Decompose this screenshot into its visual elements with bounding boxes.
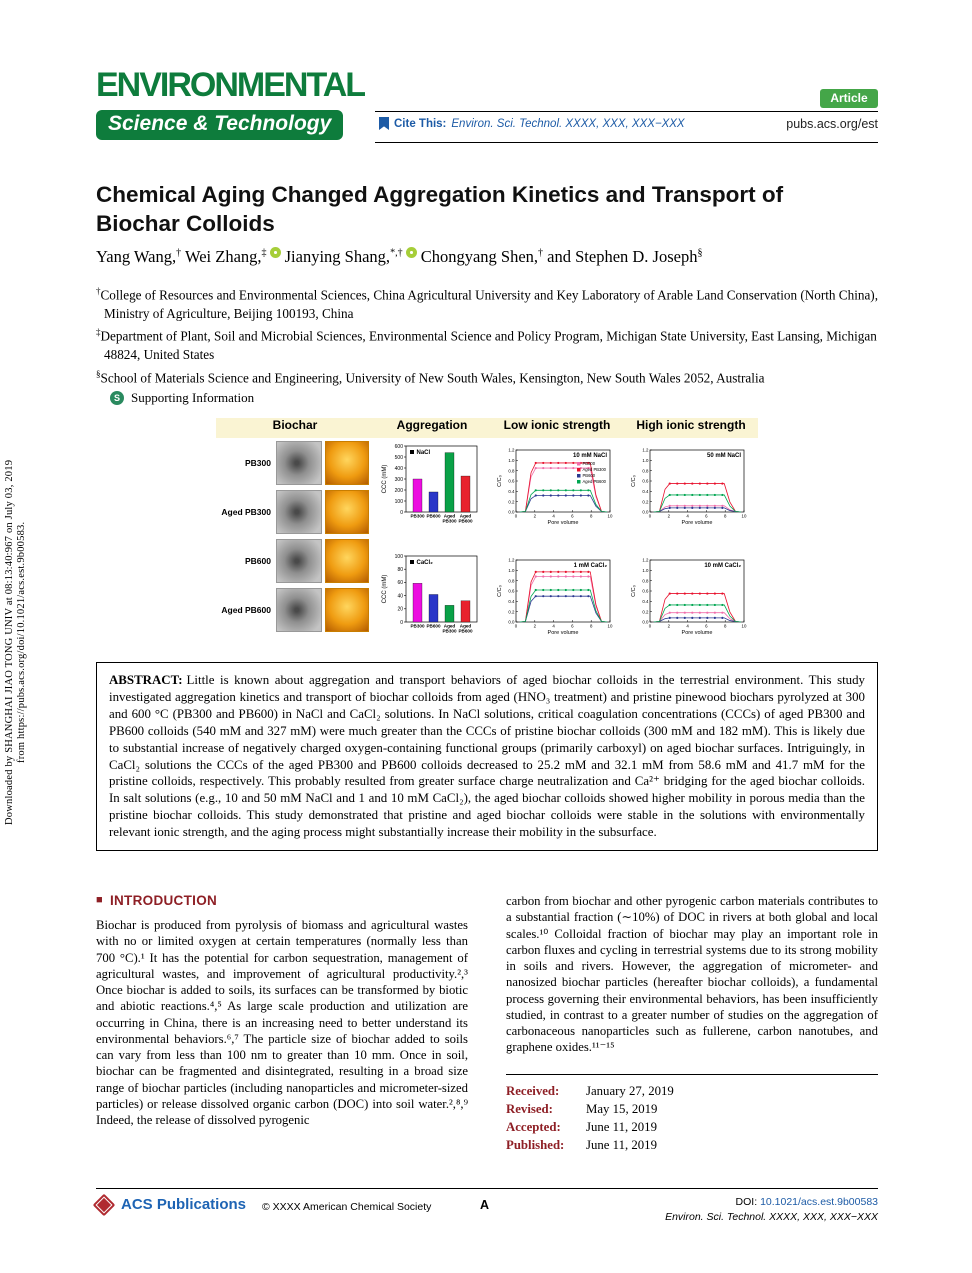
page-number: A: [480, 1198, 490, 1212]
svg-text:Aged: Aged: [443, 513, 456, 519]
svg-text:0: 0: [648, 513, 652, 519]
svg-text:0.6: 0.6: [508, 478, 515, 484]
doi-block: [665, 1195, 878, 1224]
svg-text:2: 2: [533, 513, 537, 519]
svg-text:500: 500: [394, 454, 403, 461]
svg-text:1.0: 1.0: [642, 458, 649, 464]
svg-text:10: 10: [741, 623, 747, 629]
svg-text:1.2: 1.2: [508, 447, 515, 453]
svg-text:10 mM CaCl₂: 10 mM CaCl₂: [704, 563, 741, 569]
svg-text:0.0: 0.0: [508, 509, 515, 515]
biochar-sample-row: PB600: [221, 539, 369, 583]
journal-citation: Environ. Sci. Technol. XXXX, XXX, XXX−XXX: [665, 1210, 878, 1223]
journal-name-bottom: Science & Technology: [96, 110, 343, 140]
figure-column-high-ionic: [629, 418, 753, 658]
figure-column-low-ionic: [495, 418, 619, 658]
svg-text:100: 100: [394, 553, 403, 560]
cite-this-label: Cite This:: [394, 117, 447, 130]
svg-text:0.2: 0.2: [508, 609, 515, 615]
svg-text:0: 0: [514, 513, 518, 519]
svg-text:C/C₀: C/C₀: [497, 585, 503, 597]
affiliation: §School of Materials Science and Engineering, University of New South Wales, Kensington, New South Wales 2052, Australia: [96, 368, 765, 386]
svg-text:0.2: 0.2: [642, 609, 649, 615]
svg-text:PB300: PB300: [410, 513, 425, 519]
svg-text:1.2: 1.2: [642, 447, 649, 453]
svg-text:Aged PB600: Aged PB600: [582, 479, 607, 484]
svg-text:0.8: 0.8: [642, 578, 649, 584]
svg-text:8: 8: [723, 623, 727, 629]
figure-header-high-ionic: High ionic strength: [636, 418, 746, 432]
svg-text:C/C₀: C/C₀: [631, 475, 637, 487]
body-column-right: [506, 893, 878, 1156]
svg-text:0.0: 0.0: [642, 509, 649, 515]
section-title: INTRODUCTION: [109, 893, 218, 908]
svg-text:80: 80: [397, 567, 403, 573]
author-list: [96, 247, 878, 267]
watermark-line1: Downloaded by SHANGHAI JIAO TONG UNIV at 08:13:40:967 on July 03, 2019: [4, 459, 15, 826]
svg-text:PB600: PB600: [458, 518, 473, 524]
svg-text:PB600: PB600: [426, 623, 441, 629]
svg-text:0: 0: [514, 623, 518, 629]
date-row: Revised: May 15, 2019: [506, 1101, 658, 1116]
header-rule-bottom: [375, 142, 878, 143]
supporting-information-link[interactable]: [110, 390, 254, 406]
svg-text:Aged PB300: Aged PB300: [582, 467, 607, 472]
svg-text:6: 6: [705, 513, 708, 519]
author: Yang Wang,†: [96, 247, 182, 266]
svg-text:0: 0: [648, 623, 652, 629]
acs-logo-text: ACS Publications: [121, 1196, 247, 1213]
afm-image: [325, 490, 369, 534]
svg-text:0.2: 0.2: [508, 499, 515, 505]
svg-text:4: 4: [552, 623, 555, 629]
svg-text:300: 300: [394, 476, 403, 483]
figure-column-aggregation: [379, 418, 485, 658]
svg-text:200: 200: [394, 487, 403, 494]
afm-image: [325, 588, 369, 632]
affiliation: †College of Resources and Environmental Sciences, China Agricultural University and Key Laboratory of Arable Land Conservation (North China), Ministry of Agriculture, Beijing 100193, China: [96, 286, 878, 321]
svg-text:1.2: 1.2: [642, 557, 649, 563]
author: Chongyang Shen,†: [416, 247, 544, 266]
title-line1: Chemical Aging Changed Aggregation Kinetics and Transport of: [96, 182, 784, 207]
biochar-image-rows: [221, 441, 369, 632]
svg-text:400: 400: [394, 465, 403, 472]
footer-rule: [96, 1188, 878, 1189]
svg-text:6: 6: [705, 623, 708, 629]
title-line2: Biochar Colloids: [96, 210, 275, 236]
svg-text:1 mM CaCl₂: 1 mM CaCl₂: [573, 563, 607, 569]
svg-text:8: 8: [589, 623, 593, 629]
doi-link[interactable]: 10.1021/acs.est.9b00583: [760, 1196, 878, 1208]
svg-text:8: 8: [589, 513, 593, 519]
svg-text:NaCl: NaCl: [416, 450, 431, 456]
svg-text:Pore volume: Pore volume: [681, 520, 713, 526]
abstract-text: Little is known about aggregation and transport behaviors of aged biochar colloids in the terrestrial environment. This study investigated aggregation kinetics and transport of biochar colloids from aged (HNO₃ treatment) and pristine pinewood biochars pyrolyzed at 300 and 600 °C (PB300 and PB600) in NaCl and CaCl₂ solutions. In NaCl solutions, critical coagulation concentrations (CCCs) of aged PB300 and PB600 colloids (540 mM and 327 mM) were much greater than the CCCs of pristine biochar colloids (300 mM and 182 mM). This is likely due to substantial increase of negatively charged oxygen-containing functional groups (primarily carboxyl) on aged biochar surfaces. Intriguingly, in CaCl₂ solutions the CCCs of the aged PB300 and PB600 colloids decreased to 25.2 mM and 32.1 mM from 58.6 mM and 41.7 mM for the pristine colloids, respectively. This probably resulted from greater surface charge neutralization and Ca²⁺ bridging for the aged biochar colloids. In salt solutions (e.g., 10 and 50 mM NaCl and 1 and 10 mM CaCl₂), the aged biochar colloids showed higher mobility in porous media than the pristine biochar colloids. This study demonstrated that pristine and aged biochar colloids were stable in the solutions with environmentally relevant ionic strength, and the aging process might substantially increase their mobility in the subsurface.: [109, 673, 865, 840]
introduction-heading: [96, 893, 468, 908]
afm-image: [325, 441, 369, 485]
tem-image: [276, 441, 322, 485]
svg-text:600: 600: [394, 443, 403, 450]
svg-text:1.0: 1.0: [508, 458, 515, 464]
acs-publications-logo: [96, 1196, 246, 1213]
date-row: Received: January 27, 2019: [506, 1083, 674, 1098]
svg-text:Pore volume: Pore volume: [547, 630, 579, 636]
intro-paragraph-col1: Biochar is produced from pyrolysis of biomass and agricultural wastes with no or limited oxygen at certain temperatures (normally less than 700 °C).¹ It has the potential for carbon sequestration, management of agricultural wastes, and improvement of agricultural productivity.²,³ Once biochar is added to soils, its surfaces can be transformed by biotic and abiotic reactions.⁴,⁵ As large scale production and utilization are occurring in China, there is an increasing need to better understand its environmental behaviors.⁶,⁷ The particle size of biochar added to soils can vary from less than 100 nm to greater than 10 mm. Once in soil, biochar can be fragmented and disintegrated, resulting in a broad size range of biochar particles (including nanoparticles and micrometer-sized particles) or release dissolved organic carbon (DOC) into soil water.²,⁸,⁹ Indeed, the release of dissolved pyrogenic: [96, 918, 468, 1127]
section-marker: ■: [96, 894, 103, 906]
copyright-notice: © XXXX American Chemical Society: [262, 1201, 432, 1213]
breakthrough-chart-50mm-nacl: [629, 438, 753, 548]
article-type-badge: Article: [820, 89, 878, 108]
svg-text:0.4: 0.4: [508, 489, 515, 495]
svg-text:0.0: 0.0: [508, 619, 515, 625]
article-body: [96, 893, 878, 1156]
svg-text:60: 60: [397, 580, 403, 587]
svg-text:10: 10: [741, 513, 747, 519]
svg-text:PB300: PB300: [582, 461, 596, 466]
svg-text:40: 40: [397, 593, 403, 600]
svg-text:0.4: 0.4: [642, 489, 649, 495]
svg-text:PB600: PB600: [582, 473, 596, 478]
svg-text:0.8: 0.8: [642, 468, 649, 474]
svg-text:2: 2: [533, 623, 537, 629]
journal-url-link[interactable]: pubs.acs.org/est: [786, 117, 878, 131]
svg-text:0: 0: [400, 509, 403, 516]
svg-text:8: 8: [723, 513, 727, 519]
figure-header-low-ionic: Low ionic strength: [503, 418, 611, 432]
supporting-info-icon: S: [110, 391, 124, 405]
svg-text:10 mM NaCl: 10 mM NaCl: [572, 453, 607, 459]
biochar-sample-row: Aged PB600: [221, 588, 369, 632]
dates-block: [506, 1074, 878, 1153]
svg-text:PB300: PB300: [410, 623, 425, 629]
svg-text:0.4: 0.4: [642, 599, 649, 605]
svg-text:20: 20: [397, 606, 403, 613]
svg-text:10: 10: [607, 623, 613, 629]
biochar-sample-row: Aged PB300: [221, 490, 369, 534]
svg-text:100: 100: [394, 498, 403, 505]
svg-text:0.6: 0.6: [642, 588, 649, 594]
svg-text:PB600: PB600: [458, 628, 473, 634]
ccc-bar-chart-nacl: [379, 438, 485, 548]
svg-text:C/C₀: C/C₀: [631, 585, 637, 597]
journal-logo: [96, 66, 364, 140]
breakthrough-chart-10mm-nacl: [495, 438, 619, 548]
article-title: [96, 181, 878, 239]
intro-paragraph-col2: carbon from biochar and other pyrogenic carbon materials contributes to a substantial fraction (∼10%) of DOC in rivers at both global and local scales.¹⁰ Colloidal fraction of biochar may play an important role in carbon fluxes and cycling in terrestrial systems due to its strong mobility in soils and rivers. However, the aggregation of micrometer- and nanosized biochar particles (hereafter biochar colloids), a fundamental process governing their environmental behaviors, has been insufficiently studied, in contrast to a greater number of studies on the aggregation of carbonaceous nanoparticles such as fullerene, carbon nanotubes, and graphene oxides.¹¹⁻¹⁵: [506, 894, 878, 1055]
svg-text:0: 0: [400, 619, 403, 626]
cite-row: [379, 117, 685, 130]
abstract-box: [96, 662, 878, 851]
abstract-label: ABSTRACT:: [109, 673, 183, 687]
afm-image: [325, 539, 369, 583]
svg-text:Pore volume: Pore volume: [547, 520, 579, 526]
author: Jianying Shang,*,†: [281, 247, 417, 266]
svg-text:CCC (mM): CCC (mM): [382, 464, 388, 494]
affiliation-list: [96, 285, 878, 391]
svg-text:CCC (mM): CCC (mM): [382, 574, 388, 604]
svg-text:2: 2: [667, 623, 671, 629]
svg-text:6: 6: [571, 513, 574, 519]
svg-text:PB300: PB300: [442, 518, 457, 524]
acs-logo-icon: [93, 1193, 116, 1216]
date-row: Accepted: June 11, 2019: [506, 1119, 657, 1134]
svg-text:Pore volume: Pore volume: [681, 630, 713, 636]
cite-icon: [379, 117, 389, 130]
author: and Stephen D. Joseph§: [543, 247, 703, 266]
header-rule-top: [375, 111, 878, 112]
svg-text:6: 6: [571, 623, 574, 629]
tem-image: [276, 588, 322, 632]
download-watermark: [4, 415, 27, 870]
orcid-icon[interactable]: [406, 247, 417, 258]
ccc-bar-chart-cacl2: [379, 548, 485, 658]
svg-text:4: 4: [686, 623, 689, 629]
cite-reference-link[interactable]: Environ. Sci. Technol. XXXX, XXX, XXX−XXX: [451, 117, 685, 130]
svg-text:1.0: 1.0: [642, 568, 649, 574]
doi-prefix: DOI:: [735, 1196, 761, 1208]
figure-header-aggregation: Aggregation: [396, 418, 468, 432]
svg-text:2: 2: [667, 513, 671, 519]
date-row: Published: June 11, 2019: [506, 1137, 657, 1152]
breakthrough-chart-1mm-cacl2: [495, 548, 619, 658]
biochar-sample-row: PB300: [221, 441, 369, 485]
figure-column-biochar: [221, 418, 369, 658]
svg-text:0.8: 0.8: [508, 578, 515, 584]
svg-text:0.8: 0.8: [508, 468, 515, 474]
svg-text:0.2: 0.2: [642, 499, 649, 505]
svg-text:4: 4: [686, 513, 689, 519]
tem-image: [276, 490, 322, 534]
graphical-abstract: [96, 418, 878, 658]
svg-text:4: 4: [552, 513, 555, 519]
journal-name-top: ENVIRONMENTAL: [96, 66, 365, 104]
svg-text:PB600: PB600: [426, 513, 441, 519]
svg-text:0.4: 0.4: [508, 599, 515, 605]
author: Wei Zhang,‡: [181, 247, 280, 266]
body-column-left: [96, 893, 468, 1156]
svg-text:CaCl₂: CaCl₂: [416, 560, 433, 566]
tem-image: [276, 539, 322, 583]
svg-text:C/C₀: C/C₀: [497, 475, 503, 487]
affiliation: ‡Department of Plant, Soil and Microbial Sciences, Environmental Science and Policy Program, Michigan State University, East Lansing, Michigan 48824, United States: [96, 327, 877, 363]
svg-text:10: 10: [607, 513, 613, 519]
svg-text:Aged: Aged: [459, 623, 472, 629]
svg-text:50 mM NaCl: 50 mM NaCl: [706, 453, 741, 459]
figure-header-biochar: Biochar: [272, 418, 318, 432]
svg-text:1.2: 1.2: [508, 557, 515, 563]
breakthrough-chart-10mm-cacl2: [629, 548, 753, 658]
svg-text:0.6: 0.6: [508, 588, 515, 594]
svg-text:Aged: Aged: [459, 513, 472, 519]
watermark-line2: from https://pubs.acs.org/doi/10.1021/acs.est.9b00583.: [16, 521, 27, 764]
svg-text:1.0: 1.0: [508, 568, 515, 574]
svg-text:Aged: Aged: [443, 623, 456, 629]
orcid-icon[interactable]: [270, 247, 281, 258]
supporting-info-label: Supporting Information: [131, 390, 255, 405]
svg-text:0.0: 0.0: [642, 619, 649, 625]
doi-line: [665, 1195, 878, 1210]
svg-text:0.6: 0.6: [642, 478, 649, 484]
svg-text:PB300: PB300: [442, 628, 457, 634]
